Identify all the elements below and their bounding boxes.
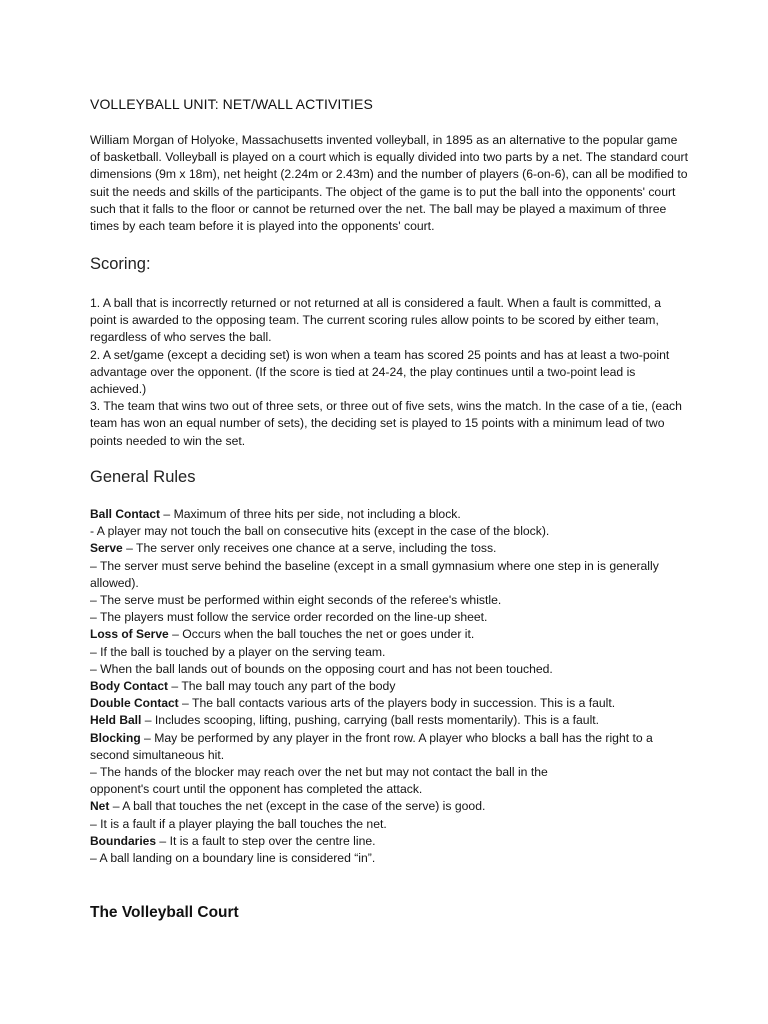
scoring-list (90, 295, 688, 450)
rule-text: – Occurs when the ball touches the net or goes under it. (168, 627, 475, 642)
rule-line (90, 661, 688, 678)
intro-paragraph (90, 132, 688, 235)
rule-text: – It is a fault to step over the centre line. (156, 833, 376, 848)
scoring-item: 1. A ball that is incorrectly returned or not returned at all is considered a fault. When a fault is committed, a point is awarded to the opposing team. The current scoring rules allow points to be scored by either team, regardless of who serves the ball. (90, 296, 662, 345)
rule-text: – A ball landing on a boundary line is considered “in”. (90, 851, 376, 866)
rule-line (90, 540, 688, 557)
rule-term: Blocking (90, 730, 141, 745)
rule-term: Body Contact (90, 679, 168, 694)
rule-line (90, 798, 688, 815)
rule-term: Boundaries (90, 833, 157, 848)
rule-text: – The hands of the blocker may reach over the net but may not contact the ball in the (90, 765, 548, 780)
rule-line (90, 695, 688, 712)
rule-line (90, 781, 688, 798)
rule-text: – The players must follow the service order recorded on the line-up sheet. (90, 610, 488, 625)
rule-text: – If the ball is touched by a player on the serving team. (90, 644, 386, 659)
rule-term: Ball Contact (90, 507, 161, 521)
rule-line (90, 506, 688, 523)
rule-line (90, 712, 688, 729)
scoring-heading: Scoring: (90, 255, 151, 273)
rule-text: - A player may not touch the ball on consecutive hits (except in the case of the block). (90, 524, 550, 539)
rule-text: – When the ball lands out of bounds on the opposing court and has not been touched. (90, 661, 553, 676)
rule-line (90, 730, 688, 764)
rule-term: Net (90, 799, 110, 814)
page-title: VOLLEYBALL UNIT: NET/WALL ACTIVITIES (90, 96, 373, 112)
rule-line (90, 592, 688, 609)
rule-text: – May be performed by any player in the front row. A player who blocks a ball has the right to a second simultaneous hit. (90, 730, 653, 762)
rule-line (90, 816, 688, 833)
rule-text: – The server only receives one chance at a serve, including the toss. (122, 541, 497, 556)
rule-line (90, 850, 688, 867)
rule-term: Loss of Serve (90, 627, 169, 642)
rule-text: – The serve must be performed within eight seconds of the referee's whistle. (90, 593, 502, 608)
rule-text: – The server must serve behind the baseline (except in a small gymnasium where one step in is generally allowed). (90, 558, 659, 590)
rule-line (90, 523, 688, 540)
intro-text: William Morgan of Holyoke, Massachusetts invented volleyball, in 1895 as an alternative to the popular game of basketball. Volleyball is played on a court which is equally divided into two parts by a net. The standard court dimensions (9m x 18m), net height (2.24m or 2.43m) and the number of players (6-on-6), can all be modified to suit the needs and skills of the participants. The object of the game is to put the ball into the opponents' court such that it falls to the floor or cannot be returned over the net. The ball may be played a maximum of three times by each team before it is played into the opponents' court. (90, 133, 688, 234)
rule-line (90, 558, 688, 592)
rule-text: – Maximum of three hits per side, not including a block. (160, 507, 461, 521)
rule-line (90, 764, 688, 781)
rule-line (90, 678, 688, 695)
rule-text: – The ball may touch any part of the body (168, 679, 396, 694)
court-heading: The Volleyball Court (90, 904, 239, 921)
rule-line (90, 626, 688, 643)
rule-line (90, 833, 688, 850)
rule-text: opponent's court until the opponent has completed the attack. (90, 782, 423, 797)
rule-text: – Includes scooping, lifting, pushing, carrying (ball rests momentarily). This is a fault. (141, 713, 600, 728)
rule-text: – A ball that touches the net (except in the case of the serve) is good. (109, 799, 486, 814)
scoring-item: 3. The team that wins two out of three sets, or three out of five sets, wins the match. In the case of a tie, (each team has won an equal number of sets), the deciding set is played to 15 points with a minimum lead of two points needed to win the set. (90, 399, 682, 448)
rule-line (90, 609, 688, 626)
general-rules-list (90, 506, 688, 867)
scoring-item: 2. A set/game (except a deciding set) is won when a team has scored 25 points and has at least a two-point advantage over the opponent. (If the score is tied at 24-24, the play continues until a two-point lead is achieved.) (90, 347, 670, 397)
general-rules-heading: General Rules (90, 468, 196, 486)
rule-term: Held Ball (90, 713, 142, 728)
rule-text: – The ball contacts various arts of the players body in succession. This is a fault. (178, 696, 616, 711)
rule-line (90, 644, 688, 661)
rule-text: – It is a fault if a player playing the ball touches the net. (90, 816, 387, 831)
rule-term: Double Contact (90, 696, 179, 711)
rule-term: Serve (90, 541, 123, 556)
